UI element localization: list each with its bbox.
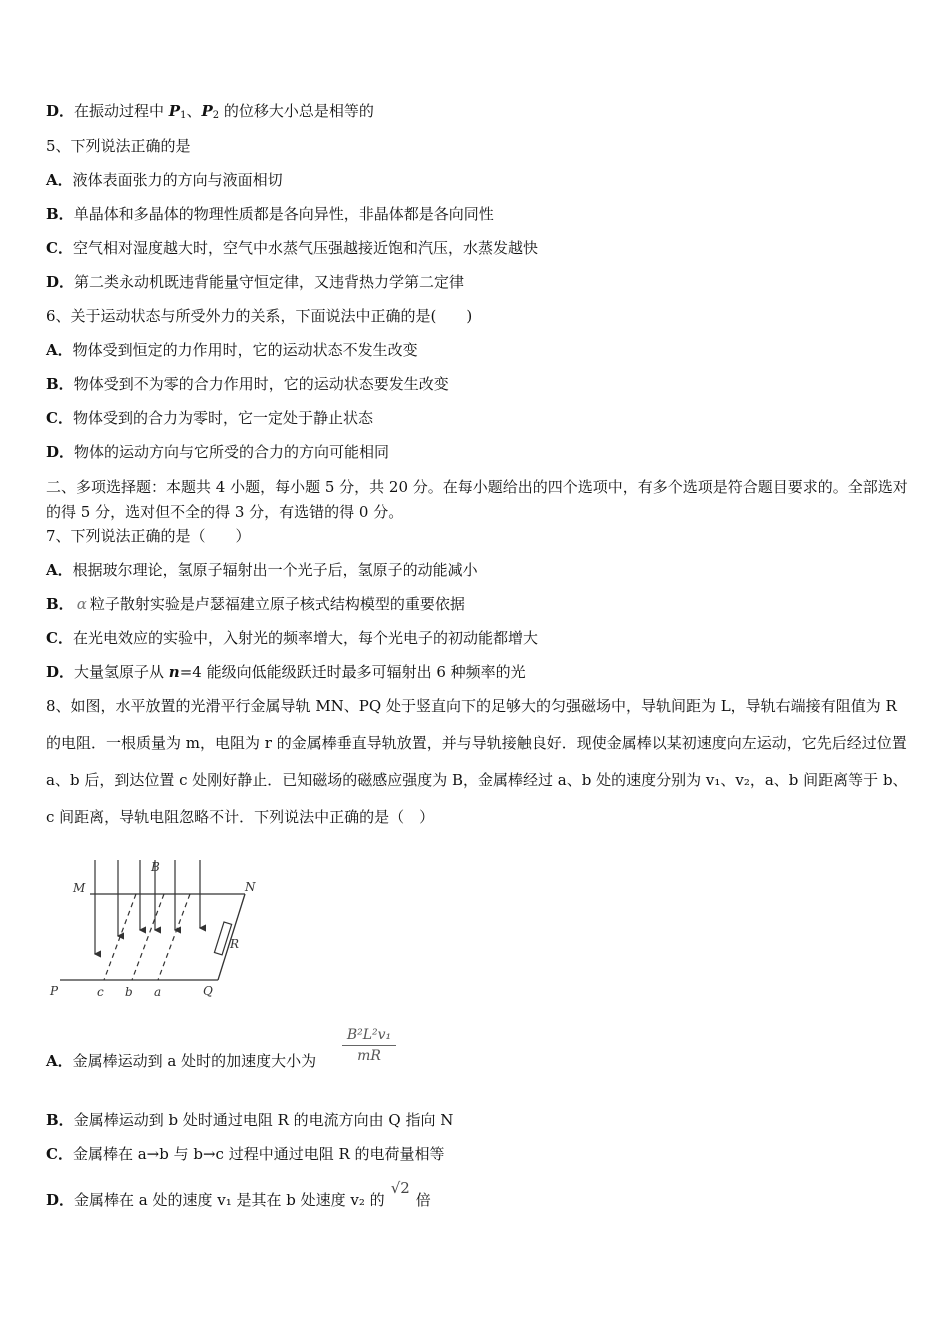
option-letter: C． (46, 239, 73, 257)
option-text-part: 倍 (415, 1191, 431, 1209)
option-letter: D． (46, 663, 75, 681)
label-c: c (97, 985, 104, 999)
label-r: R (230, 937, 240, 951)
q8-option-c (46, 1143, 445, 1165)
q5-option-c (46, 237, 538, 259)
option-letter: A． (46, 1052, 73, 1070)
option-letter: A． (46, 341, 73, 359)
q6-stem: 6、关于运动状态与所受外力的关系，下面说法中正确的是( ) (46, 307, 473, 325)
q6-option-a (46, 339, 418, 361)
q8-option-b (46, 1109, 453, 1131)
option-letter: C． (46, 1145, 73, 1163)
q6-option-d (46, 441, 389, 463)
option-text: 空气相对湿度越大时，空气中水蒸气压强越接近饱和汽压，水蒸发越快 (72, 239, 538, 257)
option-letter: B． (46, 375, 74, 393)
position-a-dashed (158, 894, 190, 980)
option-letter: D． (46, 102, 75, 120)
option-letter: B． (46, 595, 74, 613)
option-text: 根据玻尔理论，氢原子辐射出一个光子后，氢原子的动能减小 (72, 561, 478, 579)
option-letter: C． (46, 629, 73, 647)
subscript: 2 (212, 110, 220, 121)
q8-stem: 8、如图，水平放置的光滑平行金属导轨 MN、PQ 处于竖直向下的足够大的匀强磁场中，导轨间距为 L，导轨右端接有阻值为 R 的电阻．一根质量为 m，电阻为 r 的金属棒垂直导轨放置，并与导轨接触良好．现使金属棒以某初速度向左运动，它先后经过位置 a、b 后，到达位置 c 处刚好静止．已知磁场的磁感应强度为 B，金属棒经过 a、b 处的速度分别为 v₁、v₂，a、b 间距离等于 b、c 间距离，导轨电阻忽略不计．下列说法中正确的是（ ） (46, 697, 908, 826)
position-c-dashed (104, 894, 136, 980)
separator: 、 (186, 102, 202, 120)
q4-option-d (46, 100, 374, 127)
q8-option-a (46, 1050, 316, 1072)
label-b: b (125, 985, 133, 999)
option-text: 物体受到不为零的合力作用时，它的运动状态要发生改变 (73, 375, 449, 393)
option-letter: D． (46, 443, 75, 461)
option-letter: A． (46, 171, 73, 189)
option-text: 金属棒运动到 a 处时的加速度大小为 (72, 1052, 317, 1070)
option-text: 物体受到恒定的力作用时，它的运动状态不发生改变 (72, 341, 418, 359)
q7-stem: 7、下列说法正确的是（ ） (46, 527, 251, 545)
option-letter: B． (46, 1111, 74, 1129)
option-letter: B． (46, 205, 74, 223)
fraction-denominator: mR (357, 1048, 381, 1064)
fraction-bar (342, 1045, 396, 1046)
option-letter: A． (46, 561, 73, 579)
option-text: 物体的运动方向与它所受的合力的方向可能相同 (74, 443, 390, 461)
option-letter: D． (46, 1191, 75, 1209)
q6-option-b (46, 373, 449, 395)
q7-option-c (46, 627, 538, 649)
q5-option-b (46, 203, 494, 225)
sqrt-two: √2 (390, 1179, 410, 1197)
q8-option-d (46, 1179, 431, 1211)
option-text: 在光电效应的实验中，入射光的频率增大，每个光电子的初动能都增大 (72, 629, 538, 647)
subscript: 1 (180, 110, 187, 121)
option-text: 金属棒运动到 b 处时通过电阻 R 的电流方向由 Q 指向 N (73, 1111, 454, 1129)
option-text: 金属棒在 a→b 与 b→c 过程中通过电阻 R 的电荷量相等 (72, 1145, 445, 1163)
label-b-field: B (151, 860, 160, 874)
q7-option-b (46, 593, 465, 615)
q7-option-d (46, 661, 526, 683)
q5-option-a (46, 169, 283, 191)
option-text-part: 金属棒在 a 处的速度 v₁ 是其在 b 处速度 v₂ 的 (74, 1191, 385, 1209)
option-text: 物体受到的合力为零时，它一定处于静止状态 (72, 409, 373, 427)
var-n: n (168, 663, 180, 681)
position-b-dashed (132, 894, 164, 980)
q6-option-c (46, 407, 373, 429)
q7-option-a (46, 559, 478, 581)
fraction-numerator: B²L²v₁ (346, 1027, 392, 1043)
option-letter: C． (46, 409, 73, 427)
label-q: Q (203, 984, 213, 998)
circuit-figure (40, 850, 270, 1010)
fraction (340, 1026, 398, 1065)
option-text-part: =4 能级向低能级跃迁时最多可辐射出 6 种频率的光 (179, 663, 526, 681)
option-text: 单晶体和多晶体的物理性质都是各向异性，非晶体都是各向同性 (73, 205, 494, 223)
label-n: N (245, 880, 256, 894)
q5-option-d (46, 271, 464, 293)
alpha-symbol: α (76, 595, 87, 613)
section-heading: 二、多项选择题：本题共 4 小题，每小题 5 分，共 20 分。在每小题给出的四个选项中，有多个选项是符合题目要求的。全部选对的得 5 分，选对但不全的得 3 分，有选错的得 0 分。 (46, 478, 908, 521)
option-text: 第二类永动机既违背能量守恒定律，又违背热力学第二定律 (74, 273, 465, 291)
option-text-part: 大量氢原子从 (74, 663, 169, 681)
var-p1: P (168, 102, 181, 120)
label-p: P (50, 984, 59, 998)
option-text: 粒子散射实验是卢瑟福建立原子核式结构模型的重要依据 (89, 595, 465, 613)
var-p2: P (201, 102, 213, 120)
option-letter: D． (46, 273, 75, 291)
option-text-part: 在振动过程中 (74, 102, 169, 120)
q5-stem: 5、下列说法正确的是 (46, 137, 191, 155)
option-text: 液体表面张力的方向与液面相切 (72, 171, 283, 189)
option-text-part: 的位移大小总是相等的 (219, 102, 374, 120)
label-m: M (73, 881, 86, 895)
label-a: a (154, 985, 162, 999)
